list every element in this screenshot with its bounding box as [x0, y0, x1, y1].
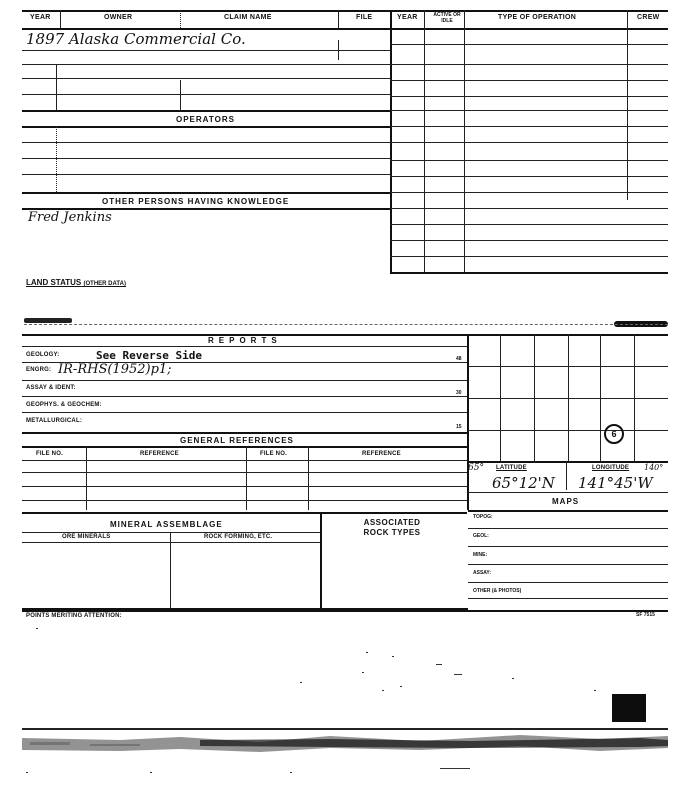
- scan-noise-band: [0, 722, 678, 762]
- col-year-2: YEAR: [397, 14, 418, 21]
- col-active-idle: ACTIVE OR IDLE: [433, 12, 461, 24]
- latitude-value: 65°12'N: [492, 474, 555, 492]
- scan-smudge: [24, 318, 72, 323]
- other-persons-label: OTHER PERSONS HAVING KNOWLEDGE: [102, 197, 290, 206]
- lon-suffix: 140°: [644, 463, 664, 472]
- num-48: 48: [456, 356, 462, 362]
- location-grid: [468, 334, 668, 462]
- site-marker: [604, 424, 624, 444]
- geophys-label: GEOPHYS. & GEOCHEM:: [26, 402, 102, 408]
- col-reference-1: REFERENCE: [140, 451, 179, 457]
- general-references-title: GENERAL REFERENCES: [180, 436, 294, 445]
- site-marker-number: 6: [611, 429, 617, 439]
- person-entry: Fred Jenkins: [28, 210, 112, 225]
- col-owner: OWNER: [104, 14, 133, 21]
- ore-minerals: ORE MINERALS: [62, 534, 111, 540]
- land-status: [26, 278, 126, 287]
- latitude-label: LATITUDE: [496, 465, 527, 471]
- top-table: [0, 0, 678, 280]
- engrg-value: IR-RHS(1952)p1;: [58, 362, 172, 377]
- col-claim-name: CLAIM NAME: [224, 14, 272, 21]
- col-year: YEAR: [30, 14, 51, 21]
- geology-label: GEOLOGY:: [26, 352, 60, 358]
- associated-rock-types: ASSOCIATED ROCK TYPES: [363, 518, 421, 537]
- engrg-label: ENGRG:: [26, 367, 52, 373]
- num-15: 15: [456, 424, 462, 430]
- map-mine: MINE:: [473, 552, 488, 558]
- land-status-label: LAND STATUS: [26, 278, 82, 287]
- operators-label: OPERATORS: [176, 115, 235, 124]
- col-type-of-operation: TYPE OF OPERATION: [498, 14, 577, 21]
- map-assay: ASSAY:: [473, 570, 492, 576]
- lat-prefix: 65°: [468, 463, 484, 473]
- owner-entry: 1897 Alaska Commercial Co.: [26, 30, 246, 48]
- col-file-no-1: FILE NO.: [36, 451, 63, 457]
- form-number: SF 7515: [636, 612, 655, 618]
- scan-black-square: [612, 694, 646, 722]
- longitude-label: LONGITUDE: [592, 465, 630, 471]
- geology-value: See Reverse Side: [96, 349, 202, 362]
- map-other: OTHER (& PHOTOS): [473, 588, 522, 594]
- land-status-sub: (OTHER DATA): [83, 281, 126, 287]
- metallurgical-label: METALLURGICAL:: [26, 418, 83, 424]
- rock-forming: ROCK FORMING, ETC.: [204, 534, 273, 540]
- map-geol: GEOL:: [473, 533, 489, 539]
- assay-label: ASSAY & IDENT:: [26, 385, 76, 391]
- col-reference-2: REFERENCE: [362, 451, 401, 457]
- col-file-no-2: FILE NO.: [260, 451, 287, 457]
- reports-title: REPORTS: [208, 336, 282, 345]
- mineral-title: MINERAL ASSEMBLAGE: [110, 520, 223, 529]
- col-file: FILE: [356, 14, 373, 21]
- points-label: POINTS MERITING ATTENTION:: [26, 613, 122, 619]
- col-crew: CREW: [637, 14, 660, 21]
- longitude-value: 141°45'W: [578, 474, 653, 492]
- map-topog: TOPOG:: [473, 514, 493, 520]
- maps-title: MAPS: [552, 497, 580, 506]
- num-30: 30: [456, 390, 462, 396]
